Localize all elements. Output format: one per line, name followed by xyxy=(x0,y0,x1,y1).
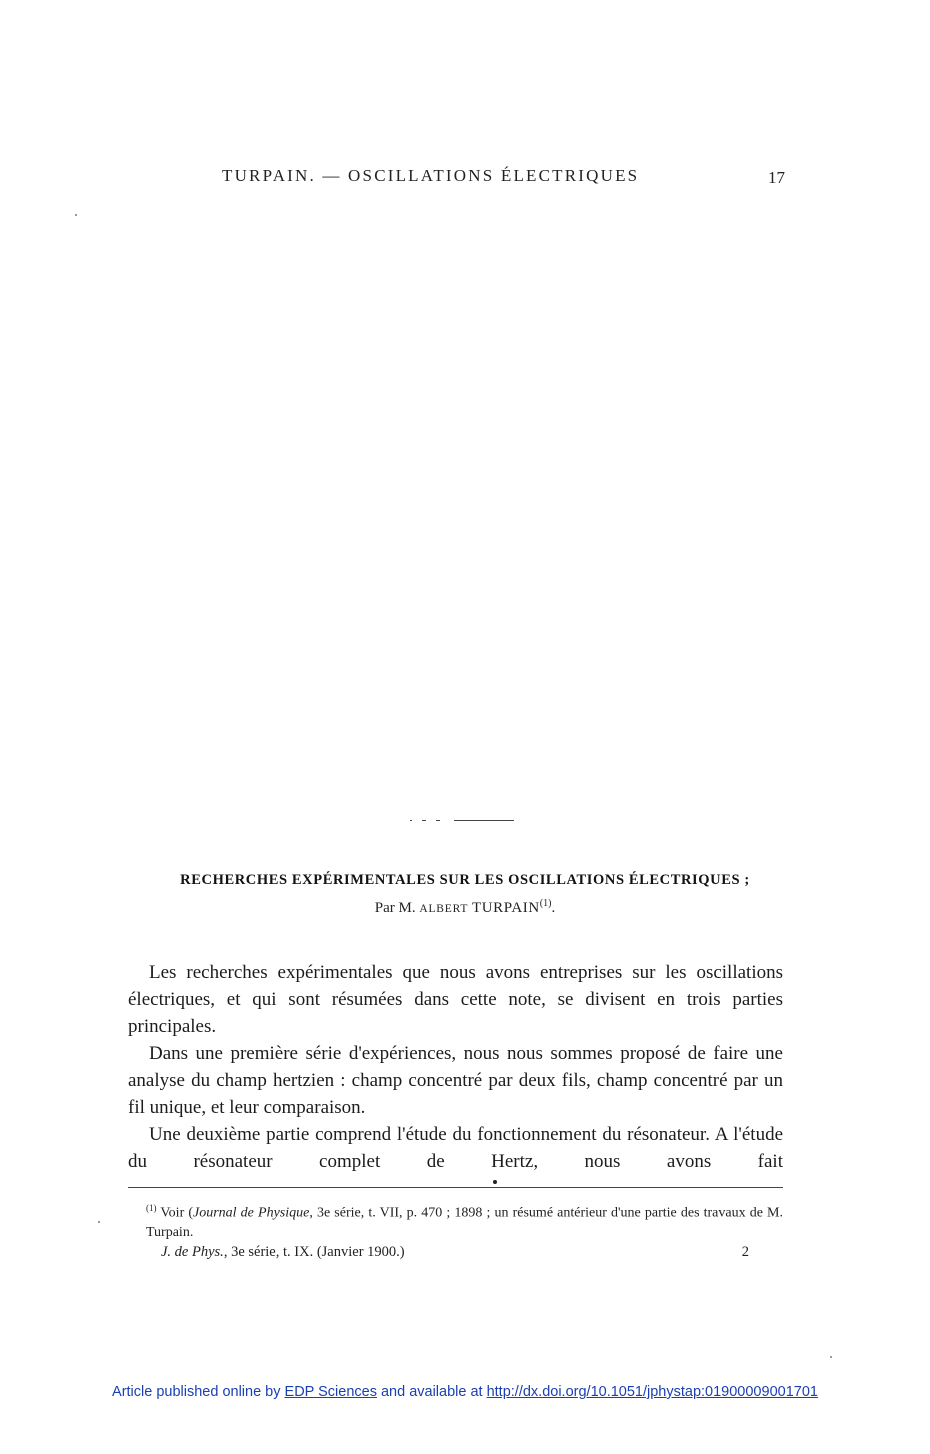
body-paragraph: Une deuxième partie comprend l'étude du fonctionnement du résonateur. A l'étude du résonateur complet de Hertz, nous avons fait xyxy=(128,1124,783,1172)
byline-prefix: Par M. xyxy=(374,900,416,916)
page-footer xyxy=(161,1244,749,1261)
doi-link[interactable]: http://dx.doi.org/10.1051/jphystap:01900009001701 xyxy=(486,1384,818,1400)
scan-speck xyxy=(98,1221,100,1223)
scan-speck xyxy=(75,214,77,216)
scan-speck xyxy=(830,1356,832,1358)
author-first-name: ALBERT xyxy=(419,903,469,915)
banner-prefix: Article published online by xyxy=(112,1384,281,1400)
footnote-rule-dot xyxy=(493,1180,497,1184)
byline-footnote-mark: (1) xyxy=(539,898,552,909)
footnote-journal: Journal de Physique xyxy=(193,1205,310,1221)
banner-middle: and available at xyxy=(380,1384,483,1400)
footnote-text-after: , 3e série, t. VII, p. 470 ; 1898 ; un résumé antérieur d'une partie des travaux de M. Turpain. xyxy=(146,1205,784,1240)
running-title: TURPAIN. — OSCILLATIONS ÉLECTRIQUES xyxy=(222,166,640,185)
sheet-number: 2 xyxy=(741,1244,749,1260)
body-paragraph: Les recherches expérimentales que nous avons entreprises sur les oscillations électriques, et qui sont résumées dans cette note, se divisent en trois parties principales. xyxy=(128,962,783,1037)
footnote-rule xyxy=(128,1187,783,1188)
byline-end: . xyxy=(551,900,556,916)
body-paragraph: Dans une première série d'expériences, nous nous sommes proposé de faire une analyse du champ hertzien : champ concentré par deux fils, champ concentré par un fil unique, et leur comparaison. xyxy=(128,1043,783,1118)
footnote-text-before: Voir xyxy=(160,1205,185,1221)
author-last-name: TURPAIN xyxy=(471,900,540,916)
publication-banner xyxy=(0,1384,930,1400)
edp-sciences-link[interactable]: EDP Sciences xyxy=(284,1384,377,1400)
article-body xyxy=(128,959,783,1175)
footer-journal-abbr: J. de Phys. xyxy=(161,1244,224,1260)
section-divider xyxy=(402,820,514,821)
byline xyxy=(0,898,930,917)
article-title: RECHERCHES EXPÉRIMENTALES SUR LES OSCILLATIONS ÉLECTRIQUES ; xyxy=(180,872,750,888)
footnote-mark: (1) xyxy=(146,1203,157,1213)
footnote: $^{(1)}$ Voir (Journal de Physique, 3e série, t. VII, p. 470 ; 1898 ; un résumé antérieur d'une partie des travaux de M. Turpain. xyxy=(146,1203,784,1240)
footer-series: , 3e série, t. IX. (Janvier 1900.) xyxy=(223,1244,405,1260)
page-number: 17 xyxy=(768,168,785,187)
